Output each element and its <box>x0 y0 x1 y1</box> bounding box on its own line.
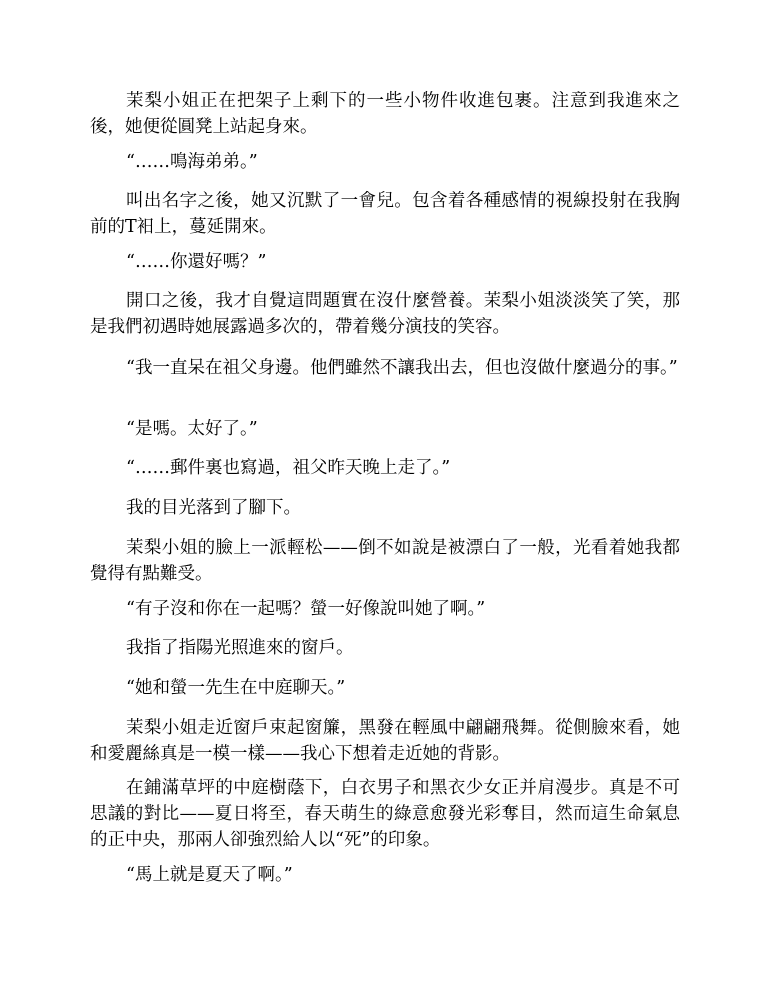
paragraph-10: 茉梨小姐的臉上一派輕松——倒不如說是被漂白了一般，光看着她我都覺得有點難受。 <box>90 538 680 584</box>
paragraph-5: 開口之後，我才自覺這問題實在沒什麼營養。茉梨小姐淡淡笑了笑，那是我們初遇時她展露過多次的，帶着幾分演技的笑容。 <box>90 291 680 337</box>
paragraph-11: “有子沒和你在一起嗎？螢一好像說叫她了啊。” <box>126 599 486 619</box>
paragraph-14: 茉梨小姐走近窗戶束起窗簾，黑發在輕風中翩翩飛舞。從側臉來看，她和愛麗絲真是一模一樣——我心下想着走近她的背影。 <box>90 718 680 764</box>
paragraph-2: “……鳴海弟弟。” <box>126 152 258 172</box>
paragraph-13: “她和螢一先生在中庭聊天。” <box>126 678 346 698</box>
paragraph-16: “馬上就是夏天了啊。” <box>126 865 293 885</box>
paragraph-12: 我指了指陽光照進來的窗戶。 <box>126 638 354 658</box>
paragraph-9: 我的目光落到了腳下。 <box>126 498 301 518</box>
paragraph-7: “是嗎。太好了。” <box>126 419 258 439</box>
paragraph-3: 叫出名字之後，她又沉默了一會兒。包含着各種感情的視線投射在我胸前的T衵上，蔓延開來。 <box>90 191 680 237</box>
paragraph-6: “我一直呆在祖父身邊。他們雖然不讓我出去，但也沒做什麼過分的事。” <box>126 358 678 378</box>
paragraph-4: “……你還好嗎？” <box>126 252 267 272</box>
paragraph-15: 在鋪滿草坪的中庭樹蔭下，白衣男子和黑衣少女正并肩漫步。真是不可思議的對比——夏日将至，春天萌生的綠意愈發光彩奪目，然而這生命氣息的正中央，那兩人卻強烈給人以“死”的印象。 <box>90 778 680 850</box>
paragraph-8: “……郵件裏也寫過，祖父昨天晚上走了。” <box>126 458 451 478</box>
paragraph-1: 茉梨小姐正在把架子上剩下的一些小物件收進包裹。注意到我進來之後，她便從圓凳上站起身來。 <box>90 91 680 137</box>
